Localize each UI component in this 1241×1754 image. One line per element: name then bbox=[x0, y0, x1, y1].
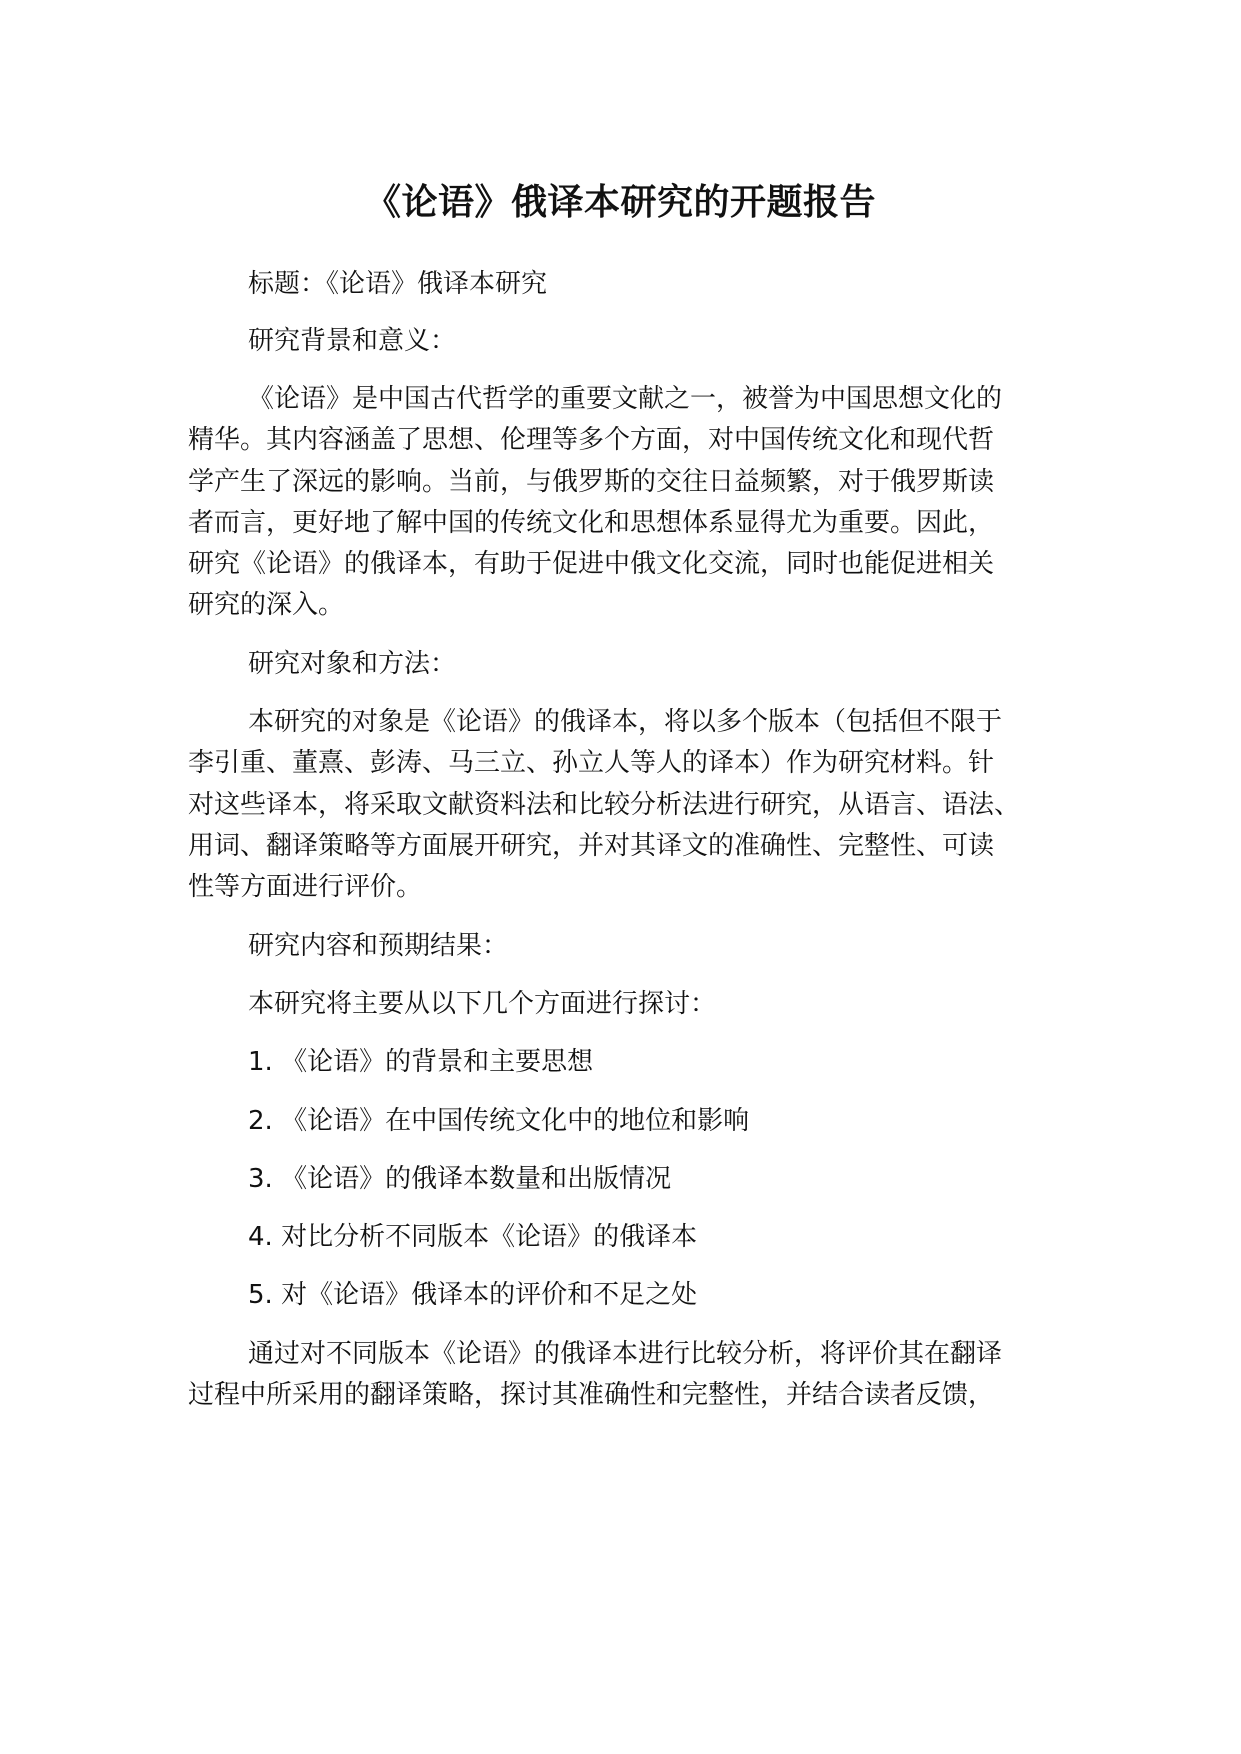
method-paragraph-line: 用词、翻译策略等方面展开研究，并对其译文的准确性、完整性、可读 bbox=[188, 831, 995, 861]
list-item: 4. 对比分析不同版本《论语》的俄译本 bbox=[248, 1222, 698, 1252]
background-paragraph-line: 研究的深入。 bbox=[188, 590, 345, 620]
background-heading: 研究背景和意义： bbox=[248, 326, 457, 356]
background-paragraph-line: 精华。其内容涵盖了思想、伦理等多个方面，对中国传统文化和现代哲 bbox=[188, 425, 995, 455]
list-item: 5. 对《论语》俄译本的评价和不足之处 bbox=[248, 1280, 698, 1310]
conclusion-paragraph-line: 通过对不同版本《论语》的俄译本进行比较分析，将评价其在翻译 bbox=[248, 1339, 1003, 1369]
method-paragraph-line: 李引重、董熹、彭涛、马三立、孙立人等人的译本）作为研究材料。针 bbox=[188, 748, 995, 778]
method-heading: 研究对象和方法： bbox=[248, 649, 457, 679]
method-paragraph-line: 性等方面进行评价。 bbox=[188, 872, 423, 902]
conclusion-paragraph-line: 过程中所采用的翻译策略，探讨其准确性和完整性，并结合读者反馈， bbox=[188, 1380, 995, 1410]
list-item: 1. 《论语》的背景和主要思想 bbox=[248, 1047, 594, 1077]
method-paragraph-line: 本研究的对象是《论语》的俄译本，将以多个版本（包括但不限于 bbox=[248, 707, 1003, 737]
content-heading: 研究内容和预期结果： bbox=[248, 931, 509, 961]
document-title: 《论语》俄译本研究的开题报告 bbox=[364, 182, 876, 223]
background-paragraph-line: 学产生了深远的影响。当前，与俄罗斯的交往日益频繁，对于俄罗斯读 bbox=[188, 467, 995, 497]
content-intro: 本研究将主要从以下几个方面进行探讨： bbox=[248, 989, 717, 1019]
method-paragraph-line: 对这些译本，将采取文献资料法和比较分析法进行研究，从语言、语法、 bbox=[188, 790, 1021, 820]
background-paragraph-line: 研究《论语》的俄译本，有助于促进中俄文化交流，同时也能促进相关 bbox=[188, 549, 995, 579]
subject-line: 标题：《论语》俄译本研究 bbox=[248, 269, 548, 299]
background-paragraph-line: 者而言，更好地了解中国的传统文化和思想体系显得尤为重要。因此， bbox=[188, 508, 995, 538]
background-paragraph-line: 《论语》是中国古代哲学的重要文献之一，被誉为中国思想文化的 bbox=[248, 384, 1003, 414]
list-item: 3. 《论语》的俄译本数量和出版情况 bbox=[248, 1164, 672, 1194]
list-item: 2. 《论语》在中国传统文化中的地位和影响 bbox=[248, 1106, 750, 1136]
